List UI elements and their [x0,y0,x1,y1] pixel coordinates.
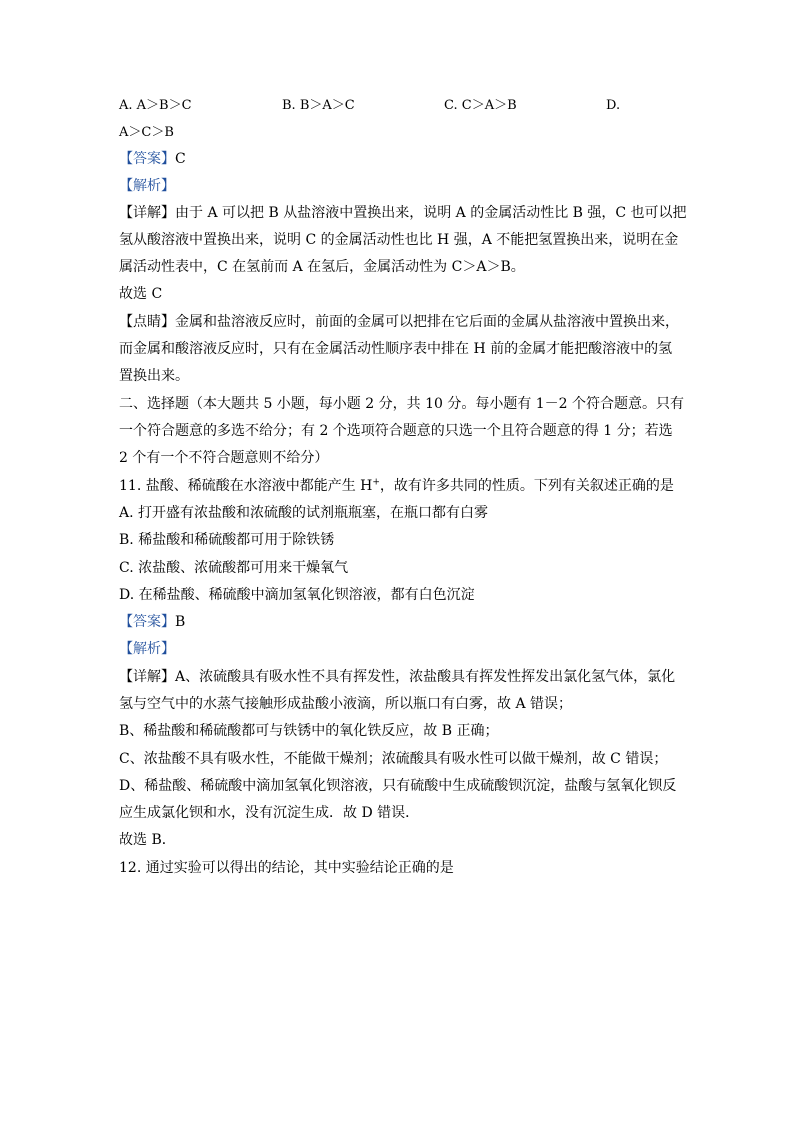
q11-stem-sup: + [372,477,380,488]
q12-stem: 12. 通过实验可以得出的结论，其中实验结论正确的是 [119,860,454,876]
answer-tag: 【答案】 [119,614,175,630]
q11-choose: 故选 B． [119,832,176,848]
q10-detail-line [119,204,687,222]
q11-detail-line: 氢与空气中的水蒸气接触形成盐酸小液滴，所以瓶口有白雾，故 A 错误； [119,696,573,712]
q11-stem-text: ，故有许多共同的性质。下列有关叙述正确的是 [379,478,674,494]
q10-point-line [119,313,679,331]
q11-answer: B [175,614,186,630]
q10-point-text: 金属和盐溶液反应时，前面的金属可以把排在它后面的金属从盐溶液中置换出来， [175,314,679,330]
q10-option-b: B. B＞A＞C [282,98,355,113]
q11-answer-line [119,613,679,631]
q11-detail-line: B、稀盐酸和稀硫酸都可与铁锈中的氧化铁反应，故 B 正确； [119,723,499,739]
q10-answer: C [175,151,186,167]
q10-option-d-text: A＞C＞B [119,125,174,140]
section-heading-line: 一个符合题意的多选不给分；有 2 个选项符合题意的只选一个且符合题意的得 1 分；若选 [119,423,673,439]
q10-detail-line: 氢从酸溶液中置换出来，说明 C 的金属活动性也比 H 强，A 不能把氢置换出来，说明在金 [119,232,679,248]
point-tag: 【点睛】 [119,314,175,330]
q11-option-a: A. 打开盛有浓盐酸和浓硫酸的试剂瓶瓶塞，在瓶口都有白雾 [119,505,489,521]
section-heading-line: 二、选择题（本大题共 5 小题，每小题 2 分，共 10 分。每小题有 1－2 个符合题意。只有 [119,396,685,412]
q11-detail-line: 应生成氯化钡和水，没有沉淀生成．故 D 错误． [119,805,420,821]
q10-option-c: C. C＞A＞B [444,98,517,113]
q10-detail-text: 由于 A 可以把 B 从盐溶液中置换出来，说明 A 的金属活动性比 B 强，C 也可以把 [175,205,687,221]
q10-choose: 故选 C [119,286,163,302]
q11-option-c: C. 浓盐酸、浓硫酸都可用来干燥氧气 [119,560,349,576]
q10-detail-line: 属活动性表中，C 在氢前而 A 在氢后，金属活动性为 C＞A＞B。 [119,259,525,275]
q11-detail-line [119,668,679,686]
q10-point-line: 置换出来。 [119,368,189,384]
detail-tag: 【详解】 [119,205,175,221]
q11-detail-text: A、浓硫酸具有吸水性不具有挥发性，浓盐酸具有挥发性挥发出氯化氢气体，氯化 [175,669,676,685]
q11-stem-text: 11. 盐酸、稀硫酸在水溶液中都能产生 H [119,478,373,494]
q10-analysis-tag [119,177,679,195]
q11-option-d: D. 在稀盐酸、稀硫酸中滴加氢氧化钡溶液，都有白色沉淀 [119,587,475,603]
analysis-tag: 【解析】 [119,178,175,194]
q11-detail-line: C、浓盐酸不具有吸水性，不能做干燥剂；浓硫酸具有吸水性可以做干燥剂，故 C 错误； [119,751,668,767]
answer-tag: 【答案】 [119,151,175,167]
q10-point-line: 而金属和酸溶液反应时，只有在金属活动性顺序表中排在 H 前的金属才能把酸溶液中的氢 [119,341,673,357]
q11-detail-line: D、稀盐酸、稀硫酸中滴加氢氧化钡溶液，只有硫酸中生成硫酸钡沉淀，盐酸与氢氧化钡反 [119,778,677,794]
section-heading-line: 2 个有一个不符合题意则不给分） [119,450,329,466]
q11-option-b: B. 稀盐酸和稀硫酸都可用于除铁锈 [119,532,335,548]
analysis-tag: 【解析】 [119,641,175,657]
q10-option-a: A. A＞B＞C [119,98,192,113]
q10-option-d: D. [606,98,621,113]
q11-analysis-tag [119,640,679,658]
q11-stem [119,477,679,495]
detail-tag: 【详解】 [119,669,175,685]
q10-answer-line [119,150,679,168]
